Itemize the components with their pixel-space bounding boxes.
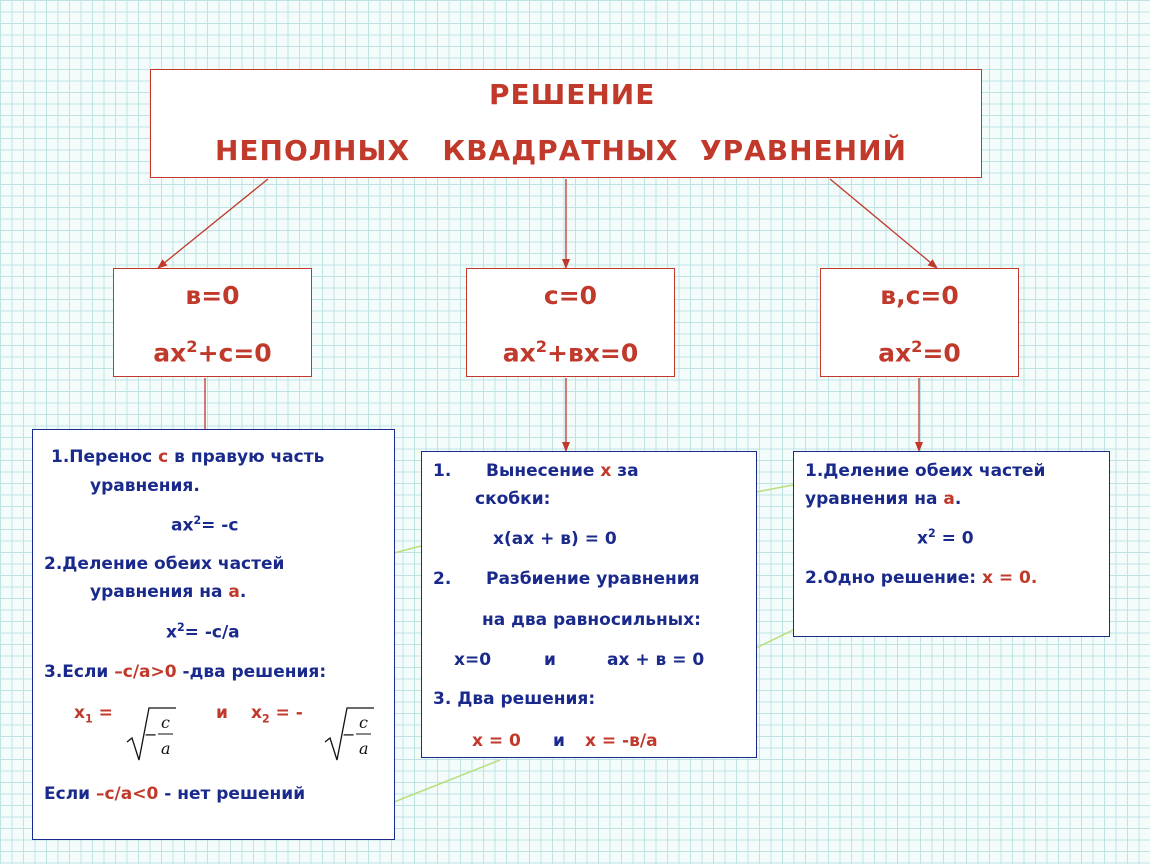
svg-text:−: − (144, 725, 158, 744)
solution-zero: x = 0 (472, 731, 521, 751)
formula-1: $ax^2= -c$ (171, 514, 239, 536)
and-label: и (544, 650, 556, 670)
sqrt-neg-c-over-a-2 (323, 704, 375, 764)
step-1-cont: скобки: (475, 489, 551, 509)
case-condition: c=0 (543, 281, 598, 310)
sqrt-neg-c-over-a (125, 704, 177, 764)
steps-box-c-zero (421, 451, 757, 758)
solution-neg-b-over-a: x = -в/a (585, 731, 658, 751)
formula-2: $x^2= -c/a$ (166, 621, 240, 643)
title-line-2: НЕПОЛНЫХ КВАДРАТНЫХ УРАВНЕНИЙ (215, 134, 907, 167)
step-1-num: 1. (433, 461, 452, 481)
case-equation: $ax^2=0$ (878, 337, 961, 368)
step-1: Вынесение x за (486, 461, 639, 481)
steps-box-b-zero (32, 429, 395, 840)
step-1-cont: уравнения на а. (805, 489, 962, 509)
and-label: и (216, 703, 228, 723)
step-2-cont: уравнения на а. (90, 582, 247, 602)
step-2: Разбиение уравнения (486, 569, 700, 589)
step-2: 2.Деление обеих частей (44, 554, 285, 574)
formula-1: $x^2 = 0$ (917, 527, 974, 549)
case-condition: в=0 (185, 281, 240, 310)
root-x2-label: $x_2$ = - (251, 703, 303, 726)
title-line-1: РЕШЕНИЕ (489, 78, 656, 111)
step-1: 1.Деление обеих частей (805, 461, 1046, 481)
case-box-b-zero (113, 268, 312, 377)
svg-text:c: c (359, 713, 368, 732)
arrow-title-to-case-bc (830, 179, 937, 268)
root-x1-label: $x_1$ = (74, 703, 113, 726)
step-1-cont: уравнения. (90, 476, 200, 496)
arrow-title-to-case-b (158, 179, 268, 268)
step-3: 3.Если –c/a>0 -два решения: (44, 662, 327, 682)
svg-text:c: c (161, 713, 170, 732)
steps-box-bc-zero (793, 451, 1110, 637)
step-2-cont: на два равносильных: (482, 610, 701, 630)
no-roots-line: Если –c/a<0 - нет решений (44, 784, 306, 804)
step-3: 3. Два решения: (433, 689, 596, 709)
case-box-c-zero (466, 268, 675, 377)
svg-text:a: a (161, 739, 171, 758)
step-1: 1.Перенос с в правую часть (51, 447, 325, 467)
and-label-2: и (553, 731, 565, 751)
formula-1: x(ax + в) = 0 (493, 529, 617, 549)
title-box (150, 69, 982, 178)
equation-x-zero: x=0 (454, 650, 492, 670)
case-condition: в,c=0 (880, 281, 959, 310)
equation-linear: ax + в = 0 (607, 650, 705, 670)
case-equation: $ax^2+c=0$ (153, 337, 272, 368)
case-box-bc-zero (820, 268, 1019, 377)
svg-text:−: − (342, 725, 356, 744)
step-2-num: 2. (433, 569, 452, 589)
step-2: 2.Одно решение: x = 0. (805, 568, 1038, 588)
svg-text:a: a (359, 739, 369, 758)
case-equation: $ax^2+вx=0$ (502, 337, 639, 368)
